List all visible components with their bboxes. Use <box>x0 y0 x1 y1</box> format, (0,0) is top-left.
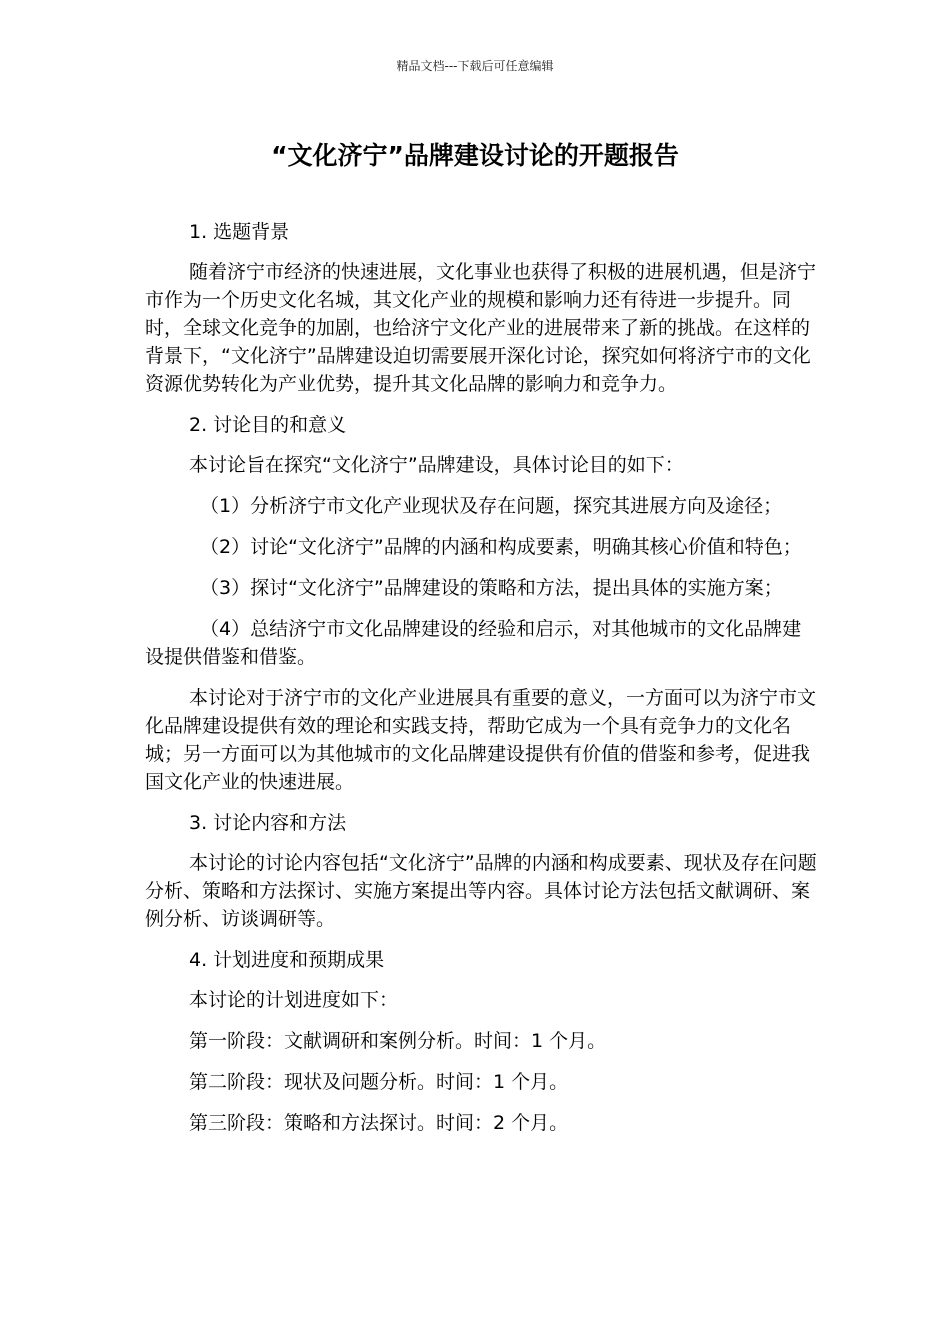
purpose-item-4: （4）总结济宁市文化品牌建设的经验和启示，对其他城市的文化品牌建设提供借鉴和借鉴。 <box>145 618 802 668</box>
section-heading-content-method: 3. 讨论内容和方法 <box>189 812 347 834</box>
document-body <box>145 218 820 1150</box>
purpose-item-3: （3）探讨“文化济宁”品牌建设的策略和方法，提出具体的实施方案； <box>200 577 783 599</box>
section-heading-schedule: 4. 计划进度和预期成果 <box>189 949 385 971</box>
paragraph-purpose-intro: 本讨论旨在探究“文化济宁”品牌建设，具体讨论目的如下： <box>189 454 684 476</box>
purpose-item-2: （2）讨论“文化济宁”品牌的内涵和构成要素，明确其核心价值和特色； <box>200 536 802 558</box>
schedule-stage-1: 第一阶段：文献调研和案例分析。时间：1 个月。 <box>189 1030 607 1052</box>
section-heading-background: 1. 选题背景 <box>189 221 290 243</box>
section-heading-purpose: 2. 讨论目的和意义 <box>189 414 347 436</box>
paragraph-significance: 本讨论对于济宁市的文化产业进展具有重要的意义，一方面可以为济宁市文化品牌建设提供有效的理论和实践支持，帮助它成为一个具有竞争力的文化名城；另一方面可以为其他城市的文化品牌建设提供有价值的借鉴和参考，促进我国文化产业的快速进展。 <box>145 687 817 793</box>
paragraph-background: 随着济宁市经济的快速进展，文化事业也获得了积极的进展机遇，但是济宁市作为一个历史文化名城，其文化产业的规模和影响力还有待进一步提升。同时，全球文化竞争的加剧，也给济宁文化产业的进展带来了新的挑战。在这样的背景下，“文化济宁”品牌建设迫切需要展开深化讨论，探究如何将济宁市的文化资源优势转化为产业优势，提升其文化品牌的影响力和竞争力。 <box>145 261 817 395</box>
paragraph-content-method: 本讨论的讨论内容包括“文化济宁”品牌的内涵和构成要素、现状及存在问题分析、策略和方法探讨、实施方案提出等内容。具体讨论方法包括文献调研、案例分析、访谈调研等。 <box>145 852 817 930</box>
purpose-item-1: （1）分析济宁市文化产业现状及存在问题，探究其进展方向及途径； <box>200 495 783 517</box>
paragraph-schedule-intro: 本讨论的计划进度如下： <box>189 989 399 1011</box>
header-note: 精品文档---下载后可任意编辑 <box>396 59 554 73</box>
document-title: “文化济宁”品牌建设讨论的开题报告 <box>271 141 679 170</box>
schedule-stage-2: 第二阶段：现状及问题分析。时间：1 个月。 <box>189 1071 569 1093</box>
schedule-stage-3: 第三阶段：策略和方法探讨。时间：2 个月。 <box>189 1112 569 1134</box>
